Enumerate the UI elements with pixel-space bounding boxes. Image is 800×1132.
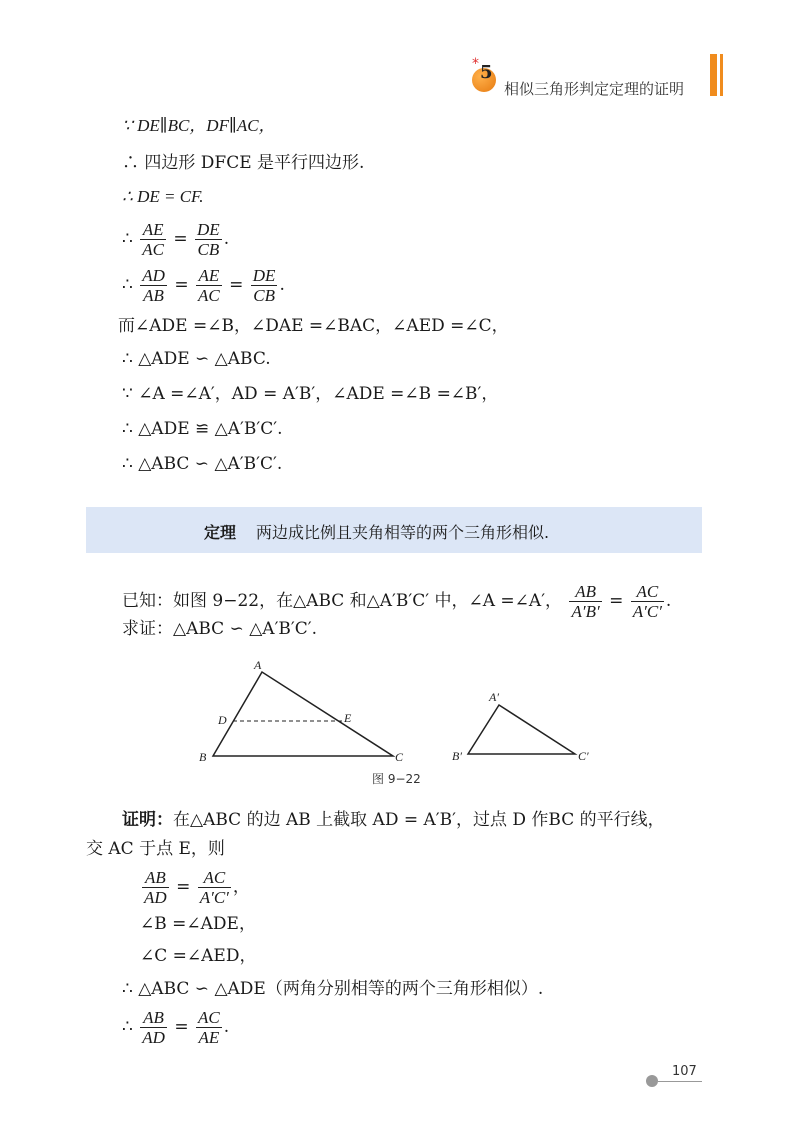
header-bar-thick bbox=[710, 54, 717, 96]
fraction: $\frac{DE}{CB}$ bbox=[197, 220, 220, 259]
given-line: 已知：如图 9−22，在△ABC 和△A′B′C′ 中，∠A =∠A′， $\frac{AB}{A'B'}$ = $\frac{AC}{A'C'}$ . bbox=[122, 582, 672, 621]
theorem-box bbox=[86, 507, 702, 553]
label-D: D bbox=[218, 713, 227, 727]
proof1-line1: ∵ DE∥BC，DF∥AC， bbox=[122, 116, 276, 135]
proof2-line1: 证明：在△ABC 的边 AB 上截取 AD = A′B′，过点 D 作BC 的平行线， bbox=[122, 810, 665, 830]
proof1-line2: ∴ 四边形 DFCE 是平行四边形. bbox=[122, 153, 365, 173]
label-B: B bbox=[199, 750, 207, 764]
theorem-text: 两边成比例且夹角相等的两个三角形相似. bbox=[256, 523, 550, 542]
proof1-line5: ∴ $\frac{AD}{AB}$ = $\frac{AE}{AC}$ = $\frac{DE}{CB}$ . bbox=[122, 266, 285, 305]
proof2-line3: $\frac{AB}{AD}$ = $\frac{AC}{A'C'}$ ， bbox=[144, 868, 250, 907]
proof2-line7: ∴ $\frac{AB}{AD}$ = $\frac{AC}{AE}$ . bbox=[122, 1008, 230, 1047]
label-A2: A′ bbox=[489, 690, 499, 704]
triangle-A2B2C2 bbox=[468, 705, 575, 754]
chapter-number: 5 bbox=[480, 62, 493, 83]
figure-caption: 图 9−22 bbox=[372, 772, 421, 786]
fraction: $\frac{AE}{AC}$ bbox=[142, 220, 164, 259]
proof1-line3: ∴ DE = CF. bbox=[122, 187, 204, 206]
chapter-title: 相似三角形判定定理的证明 bbox=[504, 80, 685, 98]
chapter-badge bbox=[470, 56, 498, 92]
label-E: E bbox=[344, 711, 352, 725]
figure-9-22 bbox=[190, 655, 620, 785]
fraction: $\frac{DE}{CB}$ bbox=[252, 266, 276, 305]
label-B2: B′ bbox=[452, 749, 462, 763]
proof1-line8: ∵ ∠A =∠A′，AD = A′B′，∠ADE =∠B =∠B′， bbox=[122, 384, 499, 404]
footer-rule bbox=[658, 1081, 702, 1082]
label-C: C bbox=[395, 750, 404, 764]
page-number: 107 bbox=[672, 1064, 697, 1079]
prove-line: 求证：△ABC ∽ △A′B′C′. bbox=[122, 619, 318, 639]
proof2-line5: ∠C =∠AED， bbox=[140, 946, 257, 966]
proof1-line7: ∴ △ADE ∽ △ABC. bbox=[122, 349, 271, 369]
header-bar-thin bbox=[720, 54, 723, 96]
proof1-line6: 而∠ADE =∠B，∠DAE =∠BAC，∠AED =∠C， bbox=[118, 316, 509, 336]
proof-label: 证明： bbox=[122, 810, 173, 830]
label-C2: C′ bbox=[578, 749, 589, 763]
proof2-line4: ∠B =∠ADE， bbox=[140, 914, 256, 934]
fraction: $\frac{AB}{AD}$ bbox=[144, 868, 167, 907]
label-A: A bbox=[254, 658, 262, 672]
proof1-line10: ∴ △ABC ∽ △A′B′C′. bbox=[122, 454, 283, 474]
fraction: $\frac{AB}{AD}$ bbox=[142, 1008, 165, 1047]
fraction: $\frac{AC}{A'C'}$ bbox=[632, 582, 662, 621]
proof1-line9: ∴ △ADE ≌ △A′B′C′. bbox=[122, 419, 283, 439]
theorem-label: 定理 bbox=[204, 523, 237, 542]
proof2-line6: ∴ △ABC ∽ △ADE（两角分别相等的两个三角形相似）. bbox=[122, 979, 544, 999]
fraction: $\frac{AC}{AE}$ bbox=[197, 1008, 220, 1047]
fraction: $\frac{AC}{A'C'}$ bbox=[199, 868, 229, 907]
proof1-line4: ∴ $\frac{AE}{AC}$ = $\frac{DE}{CB}$ . bbox=[122, 220, 230, 259]
chapter-star: * bbox=[472, 56, 479, 72]
page-dot-icon bbox=[646, 1075, 658, 1087]
fraction: $\frac{AB}{A'B'}$ bbox=[571, 582, 600, 621]
triangle-ABC bbox=[213, 672, 393, 756]
proof2-line2: 交 AC 于点 E，则 bbox=[86, 839, 225, 859]
fraction: $\frac{AD}{AB}$ bbox=[142, 266, 165, 305]
fraction: $\frac{AE}{AC}$ bbox=[197, 266, 220, 305]
